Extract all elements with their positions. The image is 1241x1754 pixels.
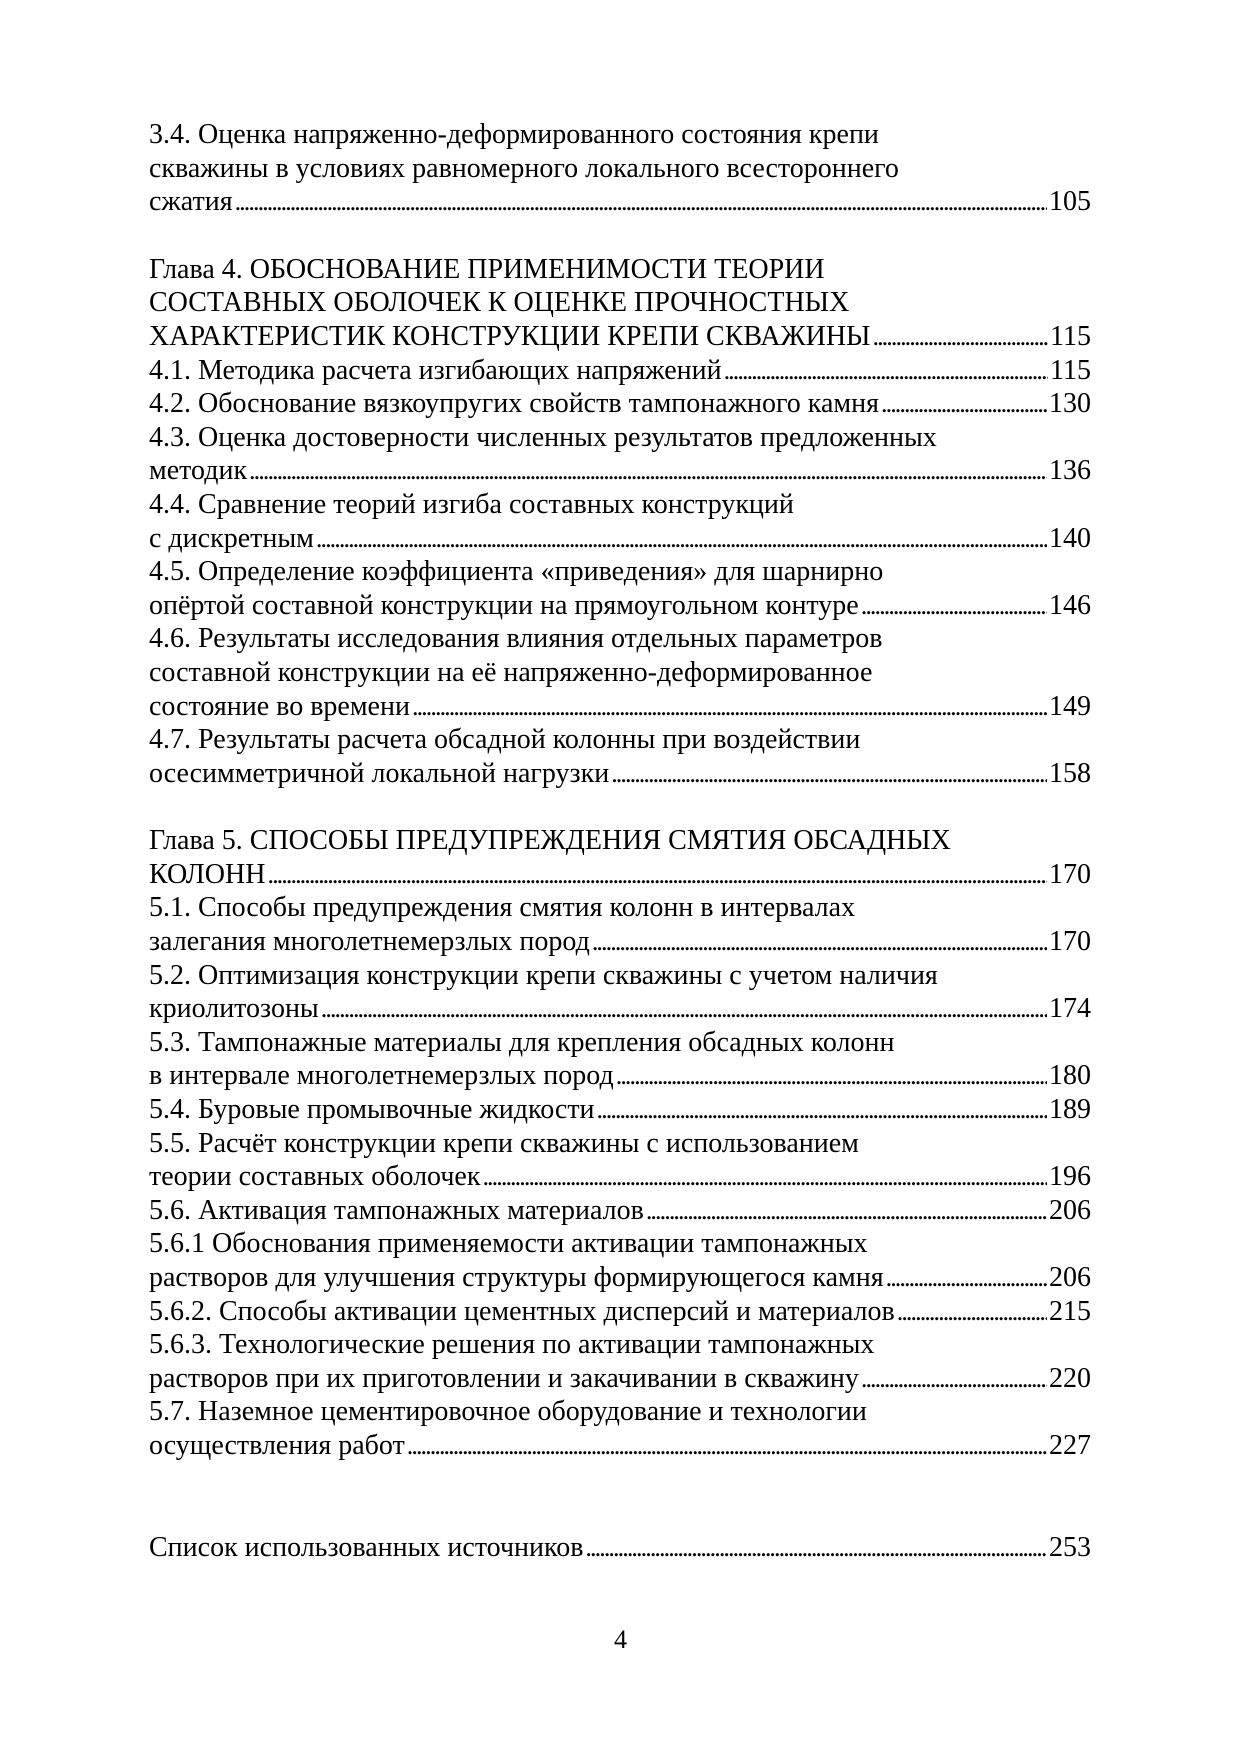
toc-entry-4-4[interactable]: [149, 488, 1091, 555]
toc-entry-text: 4.2. Обоснование вязкоупругих свойств тампонажного камня: [149, 388, 879, 420]
toc-page-number: 215: [1049, 1295, 1091, 1327]
toc-entry-text: 4.4. Сравнение теорий изгиба составных конструкций: [149, 488, 794, 520]
toc-entry-text: составной конструкции на её напряженно-деформированное: [149, 656, 873, 688]
toc-entry-4-1[interactable]: [149, 354, 1091, 388]
toc-entry-5-2[interactable]: [149, 959, 1091, 1026]
toc-page-number: 158: [1049, 757, 1091, 789]
toc-entry-text: ХАРАКТЕРИСТИК КОНСТРУКЦИИ КРЕПИ СКВАЖИНЫ: [149, 320, 871, 352]
toc-page-number: 180: [1049, 1060, 1091, 1092]
toc-page-number: 206: [1049, 1194, 1091, 1226]
page-number: 4: [614, 1625, 627, 1654]
toc-entry-text: в интервале многолетнемерзлых пород: [149, 1060, 614, 1092]
toc-entry-text: 5.6.2. Способы активации цементных дисперсий и материалов: [149, 1295, 895, 1327]
toc-entry-5-5[interactable]: [149, 1127, 1091, 1194]
toc-entry-chapter-5[interactable]: [149, 824, 1091, 891]
dot-leader: [597, 1093, 1047, 1127]
dot-leader: [316, 522, 1047, 556]
toc-entry-chapter-4[interactable]: [149, 253, 1091, 354]
toc-entry-text: осуществления работ: [149, 1429, 405, 1461]
toc-page-number: 105: [1049, 186, 1091, 218]
toc-page-number: 220: [1049, 1362, 1091, 1394]
toc-entry-text: 5.6.1 Обоснования применяемости активации тампонажных: [149, 1228, 868, 1260]
toc-entry-text: 5.2. Оптимизация конструкции крепи скважины с учетом наличия: [149, 959, 938, 991]
toc-entry-text: 5.6. Активация тампонажных материалов: [149, 1194, 644, 1226]
dot-leader: [611, 757, 1047, 791]
toc-entry-text: 4.7. Результаты расчета обсадной колонны при воздействии: [149, 724, 861, 756]
toc-entry-5-6-2[interactable]: [149, 1295, 1091, 1329]
dot-leader: [646, 1194, 1047, 1228]
toc-page-number: 174: [1049, 993, 1091, 1025]
toc-entry-text: скважины в условиях равномерного локального всестороннего: [149, 152, 899, 184]
dot-leader: [616, 1059, 1047, 1093]
toc-entry-text: 5.1. Способы предупреждения смятия колонн в интервалах: [149, 892, 856, 924]
toc-page-number: 206: [1049, 1262, 1091, 1293]
toc-entry-text: растворов для улучшения структуры формирующегося камня: [149, 1262, 884, 1293]
toc-entry-references[interactable]: [149, 1531, 1091, 1565]
toc-page-number: 130: [1049, 388, 1091, 420]
toc-entry-text: методик: [149, 455, 248, 487]
toc-entry-5-7[interactable]: [149, 1395, 1091, 1462]
dot-leader: [482, 1160, 1047, 1194]
toc-entry-5-3[interactable]: [149, 1026, 1091, 1093]
toc-page-number: 140: [1049, 522, 1091, 554]
dot-leader: [412, 690, 1047, 724]
toc-page-number: 170: [1049, 858, 1091, 890]
toc-entry-5-6[interactable]: [149, 1194, 1091, 1228]
toc-page-number: 170: [1049, 926, 1091, 958]
toc-entry-text: 4.6. Результаты исследования влияния отдельных параметров: [149, 623, 883, 655]
toc-entry-text: растворов при их приготовлении и закачивании в скважину: [149, 1362, 859, 1394]
spacer: [149, 1463, 1091, 1531]
dot-leader: [267, 858, 1047, 892]
toc-entry-text: 4.5. Определение коэффициента «приведения» для шарнирно: [149, 556, 884, 588]
toc-entry-text: 5.7. Наземное цементировочное оборудование и технологии: [149, 1396, 867, 1428]
dot-leader: [724, 354, 1048, 388]
dot-leader: [881, 387, 1047, 421]
toc-page-number: 146: [1049, 589, 1091, 621]
toc-entry-text: опёртой составной конструкции на прямоугольном контуре: [149, 589, 859, 621]
toc-entry-5-1[interactable]: [149, 891, 1091, 958]
toc-entry-text: 5.4. Буровые промывочные жидкости: [149, 1094, 595, 1126]
dot-leader: [592, 925, 1047, 959]
dot-leader: [407, 1429, 1047, 1463]
toc-page-number: 253: [1049, 1531, 1091, 1563]
toc-entry-text: Глава 4. ОБОСНОВАНИЕ ПРИМЕНИМОСТИ ТЕОРИИ: [149, 253, 825, 285]
toc-entry-3-4[interactable]: [149, 118, 1091, 219]
spacer: [149, 219, 1091, 253]
toc-entry-4-5[interactable]: [149, 555, 1091, 622]
dot-leader: [321, 992, 1047, 1026]
table-of-contents: [149, 118, 1091, 1564]
toc-page-number: 115: [1050, 354, 1091, 386]
spacer: [149, 790, 1091, 824]
dot-leader: [897, 1295, 1047, 1329]
toc-entry-text: 5.3. Тампонажные материалы для крепления обсадных колонн: [149, 1026, 895, 1058]
dot-leader: [235, 185, 1047, 219]
toc-entry-5-6-3[interactable]: [149, 1328, 1091, 1395]
toc-entry-5-6-1[interactable]: [149, 1227, 1091, 1294]
dot-leader: [249, 454, 1047, 488]
toc-entry-text: состояние во времени: [149, 690, 410, 722]
toc-page-number: 227: [1049, 1429, 1091, 1461]
toc-entry-text: залегания многолетнемерзлых пород: [149, 926, 590, 958]
toc-entry-text: 5.6.3. Технологические решения по активации тампонажных: [149, 1329, 875, 1361]
toc-entry-4-6[interactable]: [149, 622, 1091, 723]
toc-entry-text: Список использованных источников: [149, 1531, 584, 1563]
toc-page-number: 136: [1049, 455, 1091, 487]
toc-entry-text: осесимметричной локальной нагрузки: [149, 757, 610, 789]
toc-entry-text: теории составных оболочек: [149, 1161, 481, 1193]
toc-entry-text: 4.1. Методика расчета изгибающих напряжений: [149, 354, 722, 386]
toc-page-number: 196: [1049, 1161, 1091, 1193]
dot-leader: [861, 589, 1047, 623]
toc-entry-text: сжатия: [149, 186, 233, 218]
toc-entry-text: СОСТАВНЫХ ОБОЛОЧЕК К ОЦЕНКЕ ПРОЧНОСТНЫХ: [149, 287, 850, 319]
toc-entry-5-4[interactable]: [149, 1093, 1091, 1127]
toc-entry-text: 3.4. Оценка напряженно-деформированного состояния крепи: [149, 119, 879, 150]
dot-leader: [886, 1261, 1047, 1295]
toc-entry-text: 4.3. Оценка достоверности численных результатов предложенных: [149, 421, 937, 453]
toc-entry-text: 5.5. Расчёт конструкции крепи скважины с использованием: [149, 1127, 859, 1159]
toc-entry-text: Глава 5. СПОСОБЫ ПРЕДУПРЕЖДЕНИЯ СМЯТИЯ ОБСАДНЫХ: [149, 825, 951, 857]
toc-entry-4-7[interactable]: [149, 723, 1091, 790]
dot-leader: [585, 1531, 1047, 1565]
toc-entry-text: с дискретным: [149, 522, 314, 554]
toc-entry-text: криолитозоны: [149, 993, 319, 1025]
toc-entry-4-3[interactable]: [149, 421, 1091, 488]
toc-entry-text: КОЛОНН: [149, 858, 266, 890]
dot-leader: [872, 320, 1048, 354]
toc-page-number: 189: [1049, 1094, 1091, 1126]
dot-leader: [861, 1362, 1047, 1396]
toc-page-number: 149: [1049, 690, 1091, 722]
toc-entry-4-2[interactable]: [149, 387, 1091, 421]
toc-page-number: 115: [1050, 320, 1091, 352]
